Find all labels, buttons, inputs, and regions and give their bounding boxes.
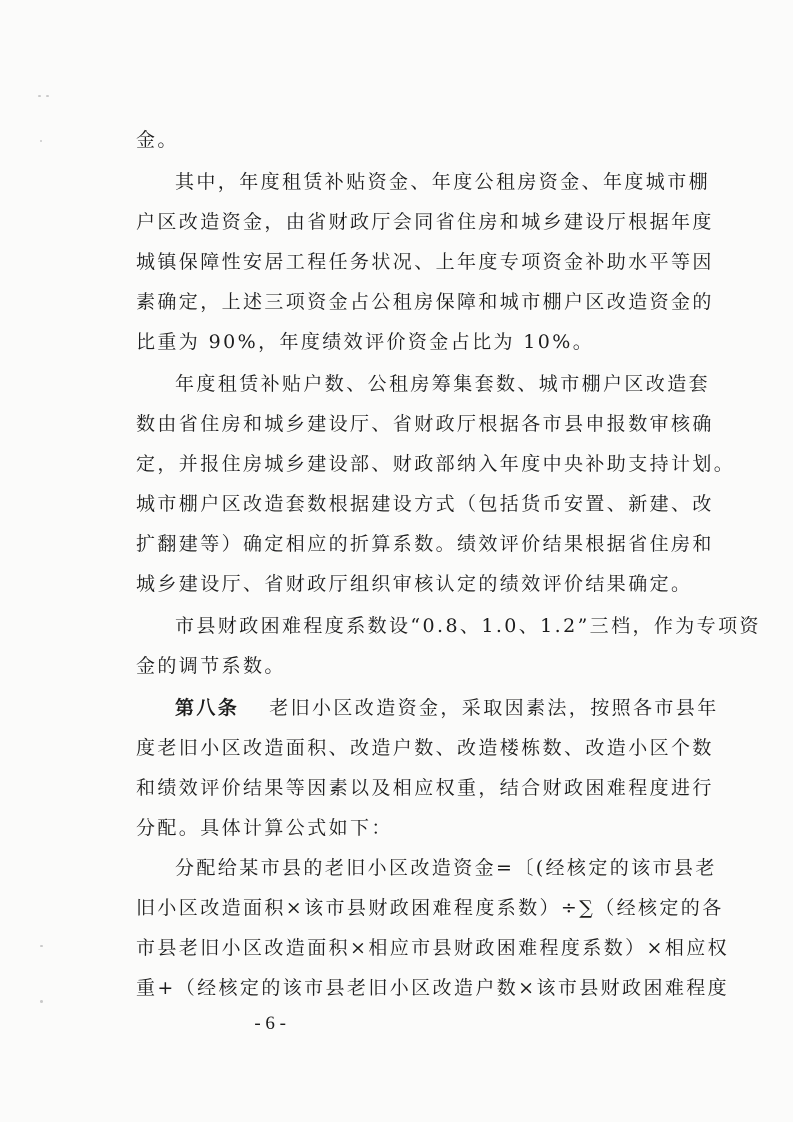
- text-line: 城乡建设厅、省财政厅组织审核认定的绩效评价结果确定。: [136, 573, 693, 595]
- page-number: - 6 -: [254, 1013, 286, 1034]
- text-line: 其中，年度租赁补贴资金、年度公租房资金、年度城市棚: [175, 171, 711, 193]
- text-line: 数由省住房和城乡建设厅、省财政厅根据各市县申报数审核确: [136, 413, 714, 435]
- scan-speck: [40, 945, 43, 947]
- text-line: 分配给某市县的老旧小区改造资金=〔(经核定的该市县老: [175, 857, 717, 879]
- article-line: [175, 696, 719, 720]
- text-line: 定，并报住房城乡建设部、财政部纳入年度中央补助支持计划。: [136, 453, 736, 475]
- text-line: 城市棚户区改造套数根据建设方式（包括货币安置、新建、改: [136, 493, 714, 515]
- text-line: 户区改造资金，由省财政厅会同省住房和城乡建设厅根据年度: [136, 211, 714, 233]
- text-line: 重+（经核定的该市县老旧小区改造户数×该市县财政困难程度: [136, 977, 730, 999]
- scan-speck: [46, 95, 49, 97]
- text-line: 城镇保障性安居工程任务状况、上年度专项资金补助水平等因: [136, 251, 714, 273]
- text-line: 度老旧小区改造面积、改造户数、改造楼栋数、改造小区个数: [136, 737, 714, 759]
- text-line: 旧小区改造面积×该市县财政困难程度系数）÷∑（经核定的各: [136, 897, 724, 919]
- text-line: 分配。具体计算公式如下：: [136, 817, 393, 839]
- text-line: 扩翻建等）确定相应的折算系数。绩效评价结果根据省住房和: [136, 533, 714, 555]
- text-line: 市县老旧小区改造面积×相应市县财政困难程度系数）×相应权: [136, 937, 730, 959]
- text-line: 市县财政困难程度系数设“0.8、1.0、1.2”三档，作为专项资: [175, 615, 761, 637]
- scan-speck: [40, 1000, 43, 1003]
- text-line: 和绩效评价结果等因素以及相应权重，结合财政困难程度进行: [136, 777, 714, 799]
- text-line: 金的调节系数。: [136, 655, 286, 677]
- scan-speck: [38, 95, 41, 97]
- scan-speck: [40, 140, 42, 142]
- article-label: 第八条: [175, 697, 240, 719]
- text-line: 年度租赁补贴户数、公租房筹集套数、城市棚户区改造套: [175, 373, 711, 395]
- text-line: 老旧小区改造资金，采取因素法，按照各市县年: [269, 697, 719, 719]
- text-line: 比重为 90%，年度绩效评价资金占比为 10%。: [136, 331, 595, 353]
- text-line: 素确定，上述三项资金占公租房保障和城市棚户区改造资金的: [136, 291, 714, 313]
- text-line: 金。: [136, 129, 179, 151]
